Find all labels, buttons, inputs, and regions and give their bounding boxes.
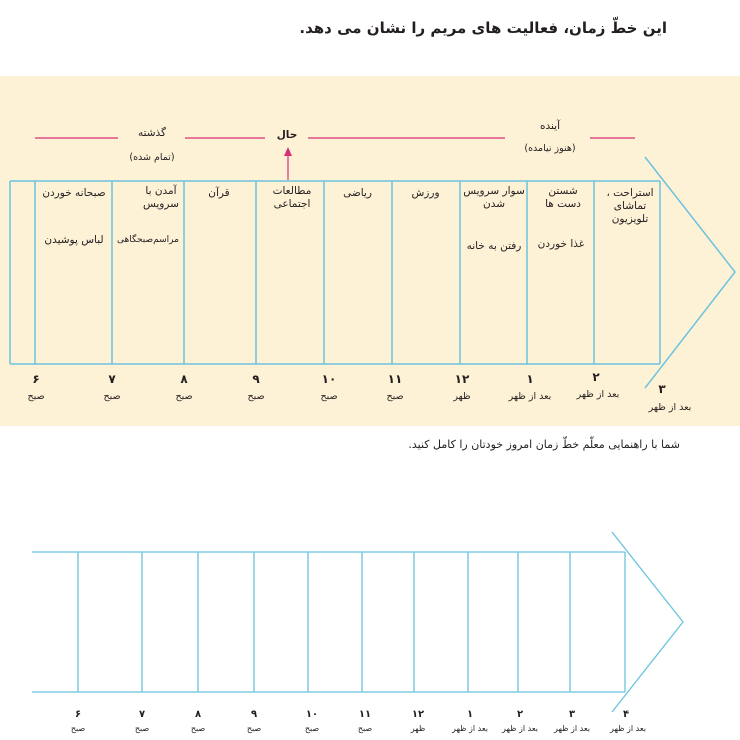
legend-past-note: (تمام شده): [129, 152, 175, 163]
blank-hour-number: ۷: [138, 709, 146, 720]
blank-hour-number: ۹: [250, 709, 258, 720]
blank-hour-label: صبح: [190, 724, 206, 733]
hour-label: صبح: [247, 391, 265, 402]
present-arrow-head: [284, 147, 292, 156]
blank-hour-number: ۳: [568, 709, 576, 720]
activity-bottom: غذا خوردن: [537, 238, 585, 250]
legend-future: آینده: [539, 120, 561, 132]
hour-number: ۱۱: [387, 372, 403, 386]
blank-hour-label: بعد از ظهر: [610, 724, 646, 733]
blank-hour-label: بعد از ظهر: [554, 724, 590, 733]
activity-top: شستن دست ها: [545, 185, 581, 210]
activity-top: ورزش: [411, 187, 440, 199]
blank-hour-number: ۱۱: [358, 709, 372, 720]
blank-hour-label: صبح: [134, 724, 150, 733]
activity-bottom: رفتن به خانه: [466, 240, 522, 252]
activity-top: قرآن: [208, 187, 230, 199]
blank-hour-label: صبح: [246, 724, 262, 733]
hour-number: ۱۲: [454, 372, 470, 386]
blank-hour-number: ۲: [516, 709, 524, 720]
blank-hour-number: ۱۰: [305, 709, 319, 720]
hour-label: بعد از ظهر: [648, 402, 692, 413]
hour-label: صبح: [27, 391, 45, 402]
hour-number: ۲: [592, 370, 600, 384]
legend-future-note: (هنوز نیامده): [524, 143, 576, 154]
activity-top: صبحانه خوردن: [42, 187, 106, 199]
activity-top: سوار سرویس شدن: [463, 185, 525, 210]
hour-label: ظهر: [453, 391, 471, 402]
hour-number: ۸: [180, 372, 188, 386]
activity-top: آمدن با سرویس: [143, 185, 179, 210]
legend-present: حال: [276, 129, 298, 141]
hour-number: ۹: [252, 372, 260, 386]
hour-label: صبح: [320, 391, 338, 402]
activity-top: استراحت ، تماشای تلویزیون: [606, 187, 654, 225]
blank-timeline: [32, 532, 683, 712]
hour-label: بعد از ظهر: [576, 389, 620, 400]
blank-hour-label: صبح: [357, 724, 373, 733]
blank-hour-number: ۴: [622, 709, 630, 720]
blank-hour-number: ۶: [74, 709, 82, 720]
blank-hour-number: ۸: [194, 709, 202, 720]
legend-past: گذشته: [137, 127, 167, 139]
blank-hour-number: ۱: [466, 709, 474, 720]
activity-bottom: مراسم‌صبحگاهی: [117, 235, 179, 245]
hour-number: ۷: [108, 372, 116, 386]
activity-bottom: لباس پوشیدن: [44, 234, 104, 246]
hour-number: ۶: [32, 372, 40, 386]
hour-number: ۳: [658, 382, 666, 396]
activity-top: ریاضی: [343, 187, 372, 199]
blank-hour-label: ظهر: [410, 724, 426, 733]
hour-label: صبح: [103, 391, 121, 402]
hour-label: صبح: [386, 391, 404, 402]
blank-hour-number: ۱۲: [411, 709, 425, 720]
page-heading: این خطّ زمان، فعالیت های مریم را نشان می دهد.: [299, 19, 667, 37]
hour-number: ۱۰: [321, 372, 337, 386]
hour-number: ۱: [526, 372, 534, 386]
hour-label: بعد از ظهر: [508, 391, 552, 402]
instruction-text: شما با راهنمایی معلّم خطّ زمان امروز خودتان را کامل کنید.: [408, 438, 680, 451]
blank-hour-label: صبح: [304, 724, 320, 733]
blank-hour-label: بعد از ظهر: [502, 724, 538, 733]
blank-hour-label: بعد از ظهر: [452, 724, 488, 733]
hour-label: صبح: [175, 391, 193, 402]
activity-top: مطالعات اجتماعی: [272, 185, 312, 210]
blank-hour-label: صبح: [70, 724, 86, 733]
